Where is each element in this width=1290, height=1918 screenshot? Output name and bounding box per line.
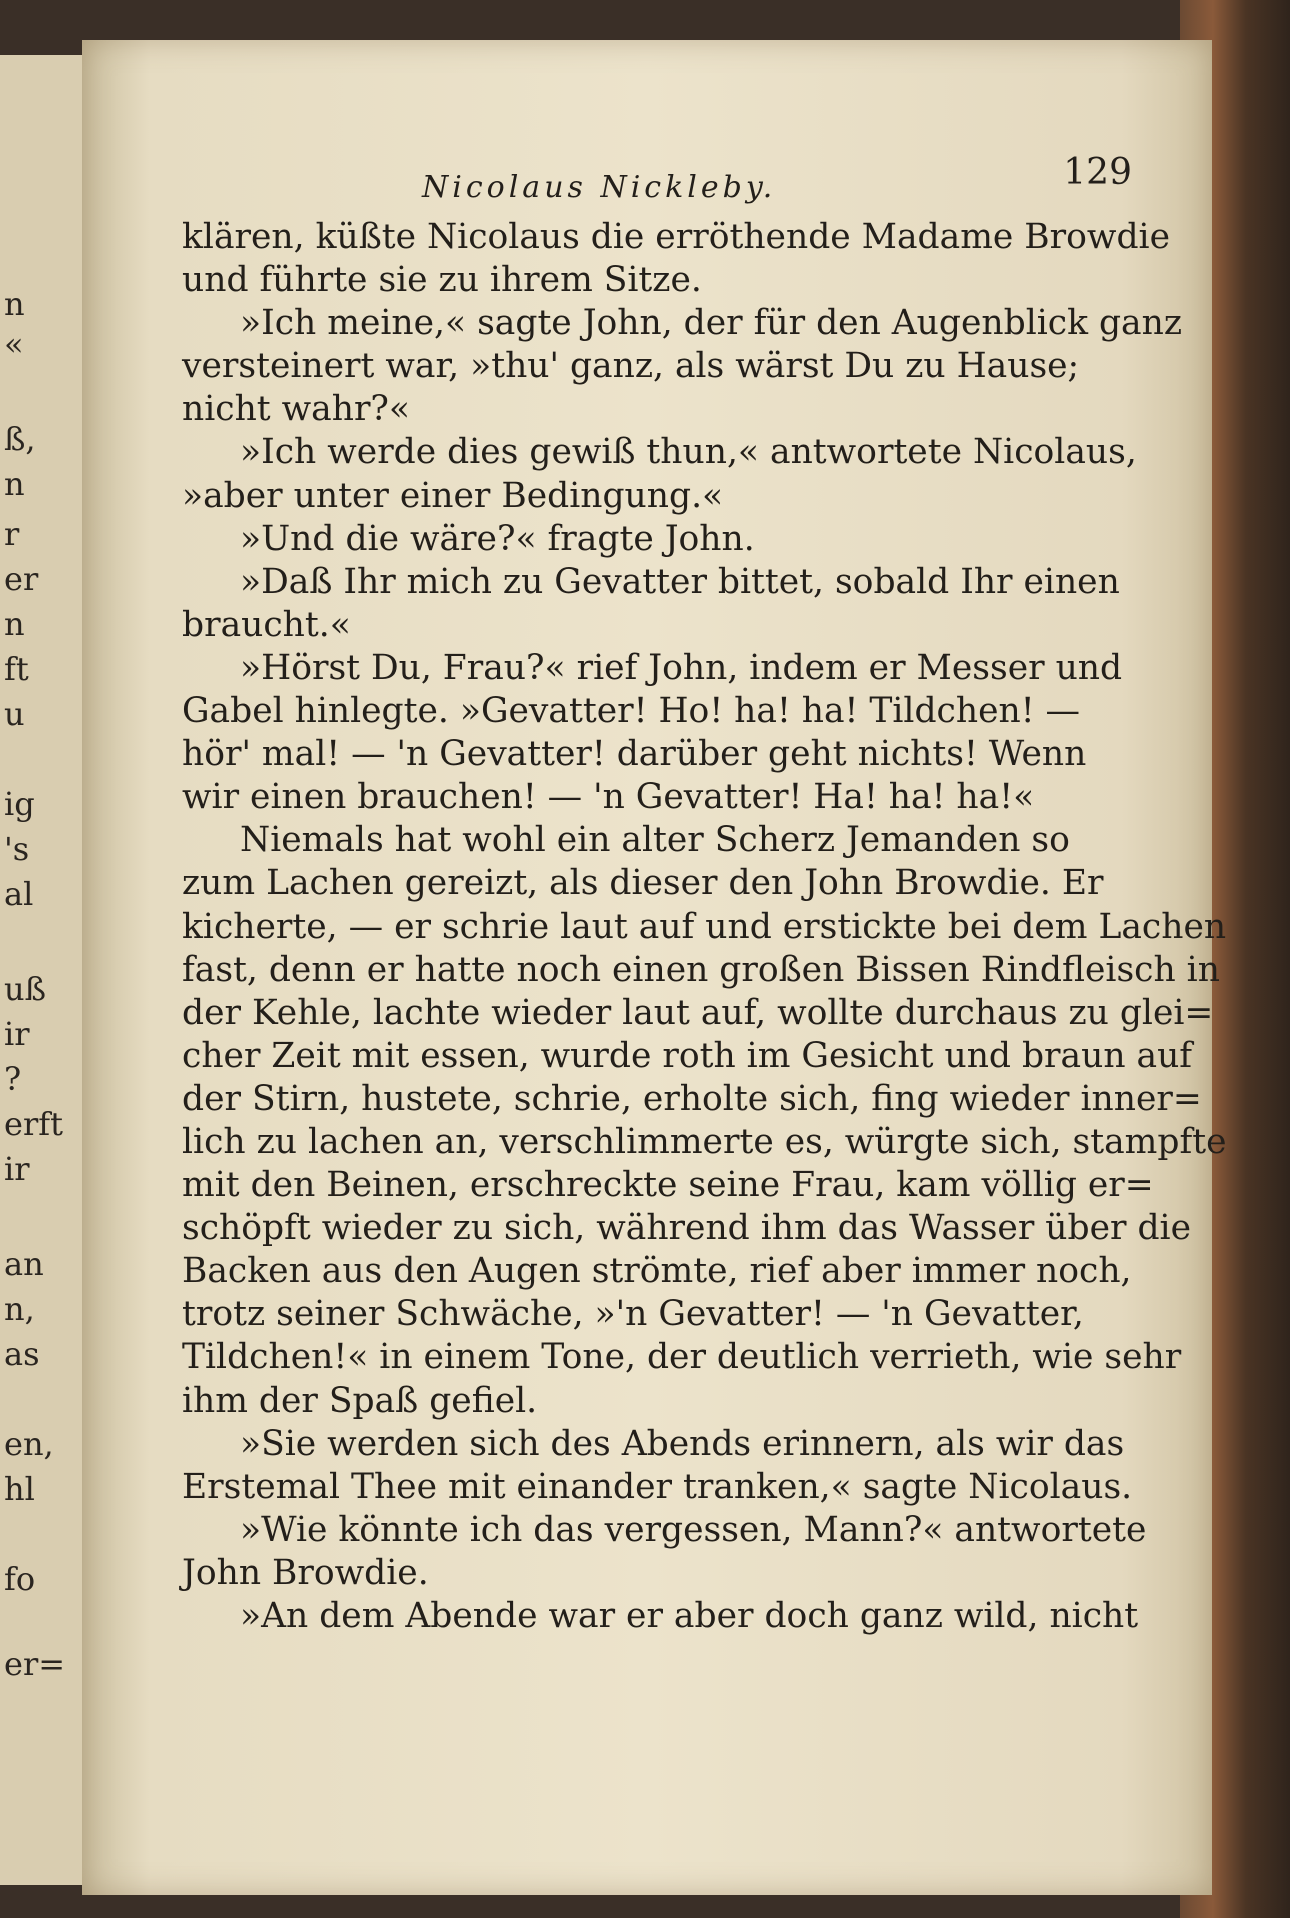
left-fragment: ß, (4, 420, 36, 458)
text-line: hör' mal! — 'n Gevatter! darüber geht nichts! Wenn (182, 734, 1087, 775)
left-fragment: ir (4, 1015, 30, 1053)
text-line: schöpft wieder zu sich, während ihm das Wasser über die (182, 1208, 1192, 1249)
text-line: »An dem Abende war er aber doch ganz wild, nicht (240, 1596, 1139, 1636)
left-fragment: 's (4, 830, 30, 868)
text-line: braucht.« (182, 604, 351, 645)
left-fragment: r (4, 515, 20, 553)
left-fragment: n (4, 605, 25, 643)
text-line: wir einen brauchen! — 'n Gevatter! Ha! ha! ha!« (182, 777, 1035, 818)
text-line: »Ich meine,« sagte John, der für den Augenblick ganz (240, 303, 1183, 344)
running-title: Nicolaus Nickleby. (422, 170, 777, 205)
text-line: mit den Beinen, erschreckte seine Frau, kam völlig er= (182, 1165, 1154, 1206)
left-fragment: as (4, 1335, 40, 1373)
page-number: 129 (1063, 152, 1132, 193)
text-line: der Stirn, hustete, schrie, erholte sich, fing wieder inner= (182, 1078, 1202, 1119)
text-line: cher Zeit mit essen, wurde roth im Gesicht und braun auf (182, 1035, 1193, 1076)
left-fragment: en, (4, 1425, 54, 1463)
left-page-edge (0, 55, 91, 1885)
text-line: »Sie werden sich des Abends erinnern, als wir das (240, 1423, 1125, 1464)
text-line: trotz seiner Schwäche, »'n Gevatter! — 'n Gevatter, (182, 1294, 1084, 1335)
text-line: »Und die wäre?« fragte John. (240, 518, 755, 559)
text-line: nicht wahr?« (182, 389, 411, 430)
text-line: ihm der Spaß gefiel. (182, 1380, 538, 1421)
book-page (82, 40, 1227, 1895)
text-line: und führte sie zu ihrem Sitze. (182, 260, 702, 301)
text-line: »Hörst Du, Frau?« rief John, indem er Messer und (240, 647, 1123, 688)
left-fragment: ? (4, 1060, 22, 1098)
text-line: Tildchen!« in einem Tone, der deutlich verrieth, wie sehr (182, 1337, 1182, 1378)
text-line: »Daß Ihr mich zu Gevatter bittet, sobald Ihr einen (240, 561, 1120, 602)
text-line: Gabel hinlegte. »Gevatter! Ho! ha! ha! Tildchen! — (182, 691, 1081, 732)
left-fragment: er= (4, 1645, 66, 1683)
left-fragment: hl (4, 1470, 35, 1508)
left-fragment: « (4, 325, 24, 363)
text-line: versteinert war, »thu' ganz, als wärst Du zu Hause; (182, 346, 1080, 387)
text-line: John Browdie. (182, 1552, 429, 1593)
body-text (182, 216, 1227, 1638)
text-line: Erstemal Thee mit einander tranken,« sagte Nicolaus. (182, 1466, 1133, 1507)
text-line: »Ich werde dies gewiß thun,« antwortete Nicolaus, (240, 432, 1137, 473)
text-line: zum Lachen gereizt, als dieser den John Browdie. Er (182, 863, 1104, 904)
left-fragment: ir (4, 1150, 30, 1188)
left-fragment: ig (4, 785, 35, 823)
page-content (182, 140, 1227, 1638)
left-fragment: erft (4, 1105, 63, 1143)
left-fragment: uß (4, 970, 46, 1008)
left-fragment: u (4, 695, 25, 733)
left-fragment: fo (4, 1560, 36, 1598)
left-fragment: er (4, 560, 39, 598)
left-fragment: an (4, 1245, 44, 1283)
text-line: »Wie könnte ich das vergessen, Mann?« antwortete (240, 1509, 1147, 1550)
text-line: fast, denn er hatte noch einen großen Bissen Rindfleisch in (182, 949, 1220, 990)
text-line: kicherte, — er schrie laut auf und erstickte bei dem Lachen (182, 906, 1227, 947)
text-line: »aber unter einer Bedingung.« (182, 475, 724, 516)
text-line: Niemals hat wohl ein alter Scherz Jemanden so (240, 820, 1070, 861)
text-line: Backen aus den Augen strömte, rief aber immer noch, (182, 1251, 1132, 1292)
left-fragment: al (4, 875, 34, 913)
left-fragment: ft (4, 650, 29, 688)
left-fragment: n, (4, 1290, 35, 1328)
left-fragment: n (4, 285, 25, 323)
left-fragment: n (4, 465, 25, 503)
text-line: lich zu lachen an, verschlimmerte es, würgte sich, stampfte (182, 1121, 1227, 1162)
text-line: klären, küßte Nicolaus die erröthende Madame Browdie (182, 217, 1170, 257)
text-line: der Kehle, lachte wieder laut auf, wollte durchaus zu glei= (182, 992, 1214, 1033)
page-header (182, 140, 1132, 205)
